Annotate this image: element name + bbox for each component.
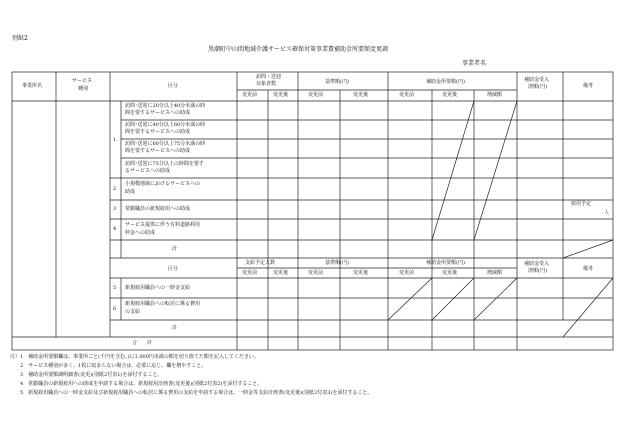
note-2: 2 サービス種別が多く、1枚に収まらない場合は、必要に応じ、欄を増やすこと。 bbox=[10, 363, 207, 369]
header2-after: 変更後 bbox=[273, 270, 289, 276]
row-1b-label-2: 間を要するサービスへの助成 bbox=[125, 129, 191, 135]
header2-category: 区分 bbox=[168, 266, 179, 272]
row-number-6: 6 bbox=[113, 306, 117, 312]
row-3-label: 常勤職員の新規雇用への助成 bbox=[125, 206, 191, 212]
document-title: 黒潮町中山間地域介護サービス確保対策事業費補助金所要額変更調 bbox=[208, 46, 389, 53]
header2-base-after: 変更後 bbox=[353, 270, 369, 276]
header-req-after: 変更後 bbox=[442, 92, 458, 98]
row-number-3: 3 bbox=[113, 206, 117, 212]
header2-req-after: 変更後 bbox=[442, 270, 458, 276]
row-1d-label-2: るサービスへの助成 bbox=[125, 168, 171, 174]
note-1: 注）1 補助金所要額欄は、事業所ごと(千円を含む。)に1,000円未満の額を切り捨てた額を記入してください。 bbox=[10, 354, 259, 360]
row-1d-label: 訪問･送迎に75分以上の時間を要す bbox=[125, 161, 204, 167]
row-1c-label: 訪問･送迎に60分以上75分未満の時 bbox=[125, 141, 206, 147]
header-planned-amount: 補助金受入 bbox=[524, 77, 550, 83]
row-1c-label-2: 間を要するサービスへの助成 bbox=[125, 148, 191, 154]
row-1a-label-2: 間を要するサービスへの助成 bbox=[125, 110, 191, 116]
row-4-label: サービス提供に伴う有料道路利用 bbox=[125, 222, 201, 228]
header2-planned-amount: 補助金受入 bbox=[524, 261, 550, 267]
header-visit-count: 訪問・送迎 bbox=[256, 74, 282, 80]
row-1b-label: 訪問･送迎に40分以上60分未満の時 bbox=[125, 122, 206, 128]
header-inc-dec: 増減額 bbox=[487, 92, 503, 98]
note-4: 4 常勤職員の新規雇用への助成を申請する場合は、新規雇用計画書(変更後)(別紙2付表2)を添付すること。 bbox=[10, 381, 263, 387]
header-after: 変更後 bbox=[273, 92, 289, 98]
header2-planned-amount-2: 済額(円) bbox=[528, 268, 547, 274]
subtotal-1-label: 計 bbox=[172, 246, 178, 252]
header2-req-before: 変更前 bbox=[399, 270, 415, 276]
header-base-before: 変更前 bbox=[308, 92, 324, 98]
header-remarks: 備考 bbox=[583, 83, 594, 89]
header2-payment-count: 支給予定人数 bbox=[245, 260, 276, 266]
row-2-label-2: 助成 bbox=[125, 189, 136, 195]
row-3-remark: 雇用予定 bbox=[571, 201, 592, 207]
row-2-label: 小規模地域におけるサービスへの bbox=[125, 181, 201, 187]
subtotal-2-label: 計 bbox=[172, 325, 178, 331]
header2-remarks: 備考 bbox=[583, 266, 594, 272]
row-1a-label: 訪問･送迎に20分以上40分未満の時 bbox=[125, 103, 206, 109]
row-4-label-2: 料金への助成 bbox=[125, 230, 156, 236]
header2-required-amount: 補助金所要額(円) bbox=[426, 260, 465, 266]
note-5: 5 新規雇用職員への一時金支給及び新規雇用職員への転居に係る費用の支給を申請する場合は、一時金等支給計画書(変更後)(別紙2付表3)を添付すること。 bbox=[10, 390, 373, 396]
row-3-remark-unit: 人 bbox=[604, 210, 610, 216]
header2-base-before: 変更前 bbox=[308, 270, 324, 276]
header2-inc-dec: 増減額 bbox=[487, 270, 503, 276]
grand-total-label: 合 計 bbox=[132, 340, 153, 346]
note-3: 3 補助金所要額調明細書(変更)(別紙2付表1)を添付すること。 bbox=[10, 372, 163, 378]
header-visit-count-2: 対象者数 bbox=[256, 81, 277, 87]
row-number-1: 1 bbox=[113, 137, 117, 143]
header-business-name: 事業所名 bbox=[22, 83, 43, 89]
row-6-label: 新規雇用職員への転居に係る費用 bbox=[125, 301, 201, 307]
header-required-amount: 補助金所要額(円) bbox=[426, 79, 465, 85]
row-number-5: 5 bbox=[113, 285, 117, 291]
row-number-2: 2 bbox=[113, 186, 117, 192]
header-before: 変更前 bbox=[242, 92, 258, 98]
header2-before: 変更前 bbox=[242, 270, 258, 276]
header-service-type-2: 種別 bbox=[78, 86, 89, 92]
header-category: 区分 bbox=[168, 83, 179, 89]
header-planned-amount-2: 済額(円) bbox=[528, 84, 547, 90]
row-6-label-2: の支給 bbox=[125, 309, 141, 315]
row-number-4: 4 bbox=[113, 226, 117, 232]
operator-label: 事業者名 bbox=[462, 60, 487, 67]
header-base-amount: 基準額(円) bbox=[325, 79, 349, 85]
header-base-after: 変更後 bbox=[353, 92, 369, 98]
header2-base-amount: 基準額(円) bbox=[325, 260, 349, 266]
header-req-before: 変更前 bbox=[399, 92, 415, 98]
annex-label: 別紙2 bbox=[12, 35, 28, 42]
header-service-type: サービス bbox=[72, 78, 93, 84]
row-5-label: 新規雇用職員への一時金支給 bbox=[125, 285, 191, 291]
